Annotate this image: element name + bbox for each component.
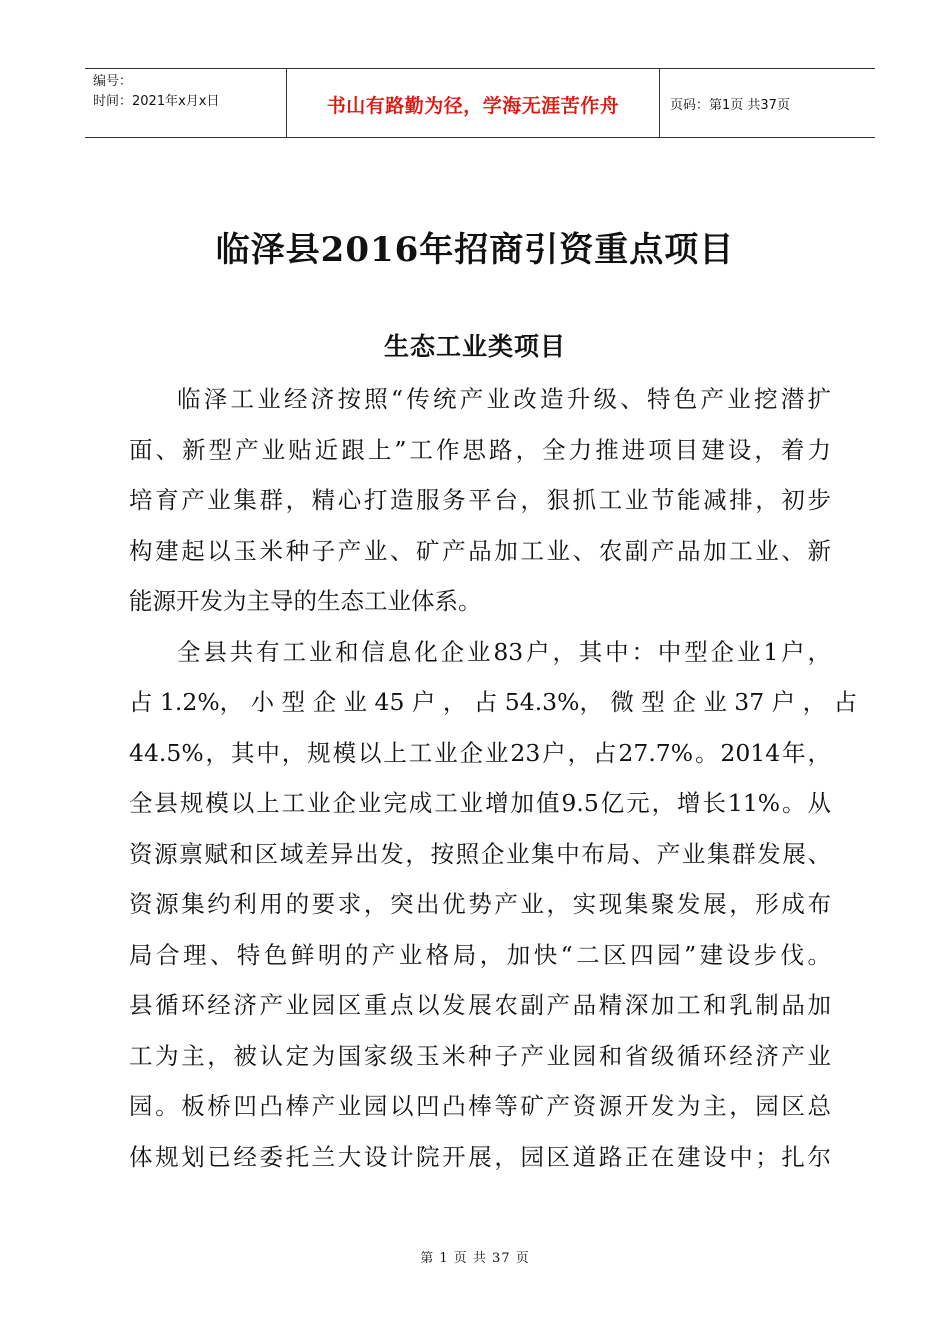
body-line: 占 1.2%， 小 型 企 业 45 户 ， 占 54.3%， 微 型 企 业 37 户 ， 占 <box>129 688 858 716</box>
header-motto-cell <box>287 69 660 137</box>
body-line: 44.5%，其中，规模以上工业企业23户，占27.7%。2014年， <box>129 738 831 767</box>
time-label: 时间：2021年x月x日 <box>93 94 220 109</box>
page-info-text: 页码：第1页 共37页 <box>670 97 790 113</box>
body-line: 资源集约利用的要求，突出优势产业，实现集聚发展，形成布 <box>129 890 831 918</box>
body-line: 体规划已经委托兰大设计院开展，园区道路正在建设中；扎尔 <box>129 1142 831 1171</box>
section-subtitle: 生态工业类项目 <box>383 332 566 361</box>
page-footer: 第 1 页 共 37 页 <box>420 1251 530 1266</box>
body-line: 局合理、特色鲜明的产业格局，加快“二区四园”建设步伐。 <box>129 940 831 969</box>
number-label: 编号： <box>93 74 133 89</box>
body-line: 园。板桥凹凸棒产业园以凹凸棒等矿产资源开发为主，园区总 <box>129 1092 831 1120</box>
body-text <box>129 374 858 1182</box>
header-meta <box>85 69 287 137</box>
page-header <box>85 68 875 138</box>
header-page-info <box>660 69 875 137</box>
body-line: 能源开发为主导的生态工业体系。 <box>129 587 482 615</box>
body-line: 面、新型产业贴近跟上”工作思路，全力推进项目建设，着力 <box>129 435 831 464</box>
body-line: 县循环经济产业园区重点以发展农副产品精深加工和乳制品加 <box>129 991 831 1019</box>
body-line: 培育产业集群，精心打造服务平台，狠抓工业节能减排，初步 <box>129 486 831 514</box>
body-line: 全县规模以上工业企业完成工业增加值9.5亿元，增长11%。从 <box>129 789 831 817</box>
body-line: 临泽工业经济按照“传统产业改造升级、特色产业挖潜扩 <box>177 385 831 413</box>
body-line: 构建起以玉米种子产业、矿产品加工业、农副产品加工业、新 <box>129 536 831 565</box>
header-motto: 书山有路勤为径，学海无涯苦作舟 <box>326 94 620 117</box>
document-title: 临泽县2016年招商引资重点项目 <box>215 230 735 270</box>
body-line: 全县共有工业和信息化企业83户，其中：中型企业1户， <box>177 637 831 666</box>
body-line: 资源禀赋和区域差异出发，按照企业集中布局、产业集群发展、 <box>129 839 831 868</box>
body-line: 工为主，被认定为国家级玉米种子产业园和省级循环经济产业 <box>129 1041 831 1070</box>
